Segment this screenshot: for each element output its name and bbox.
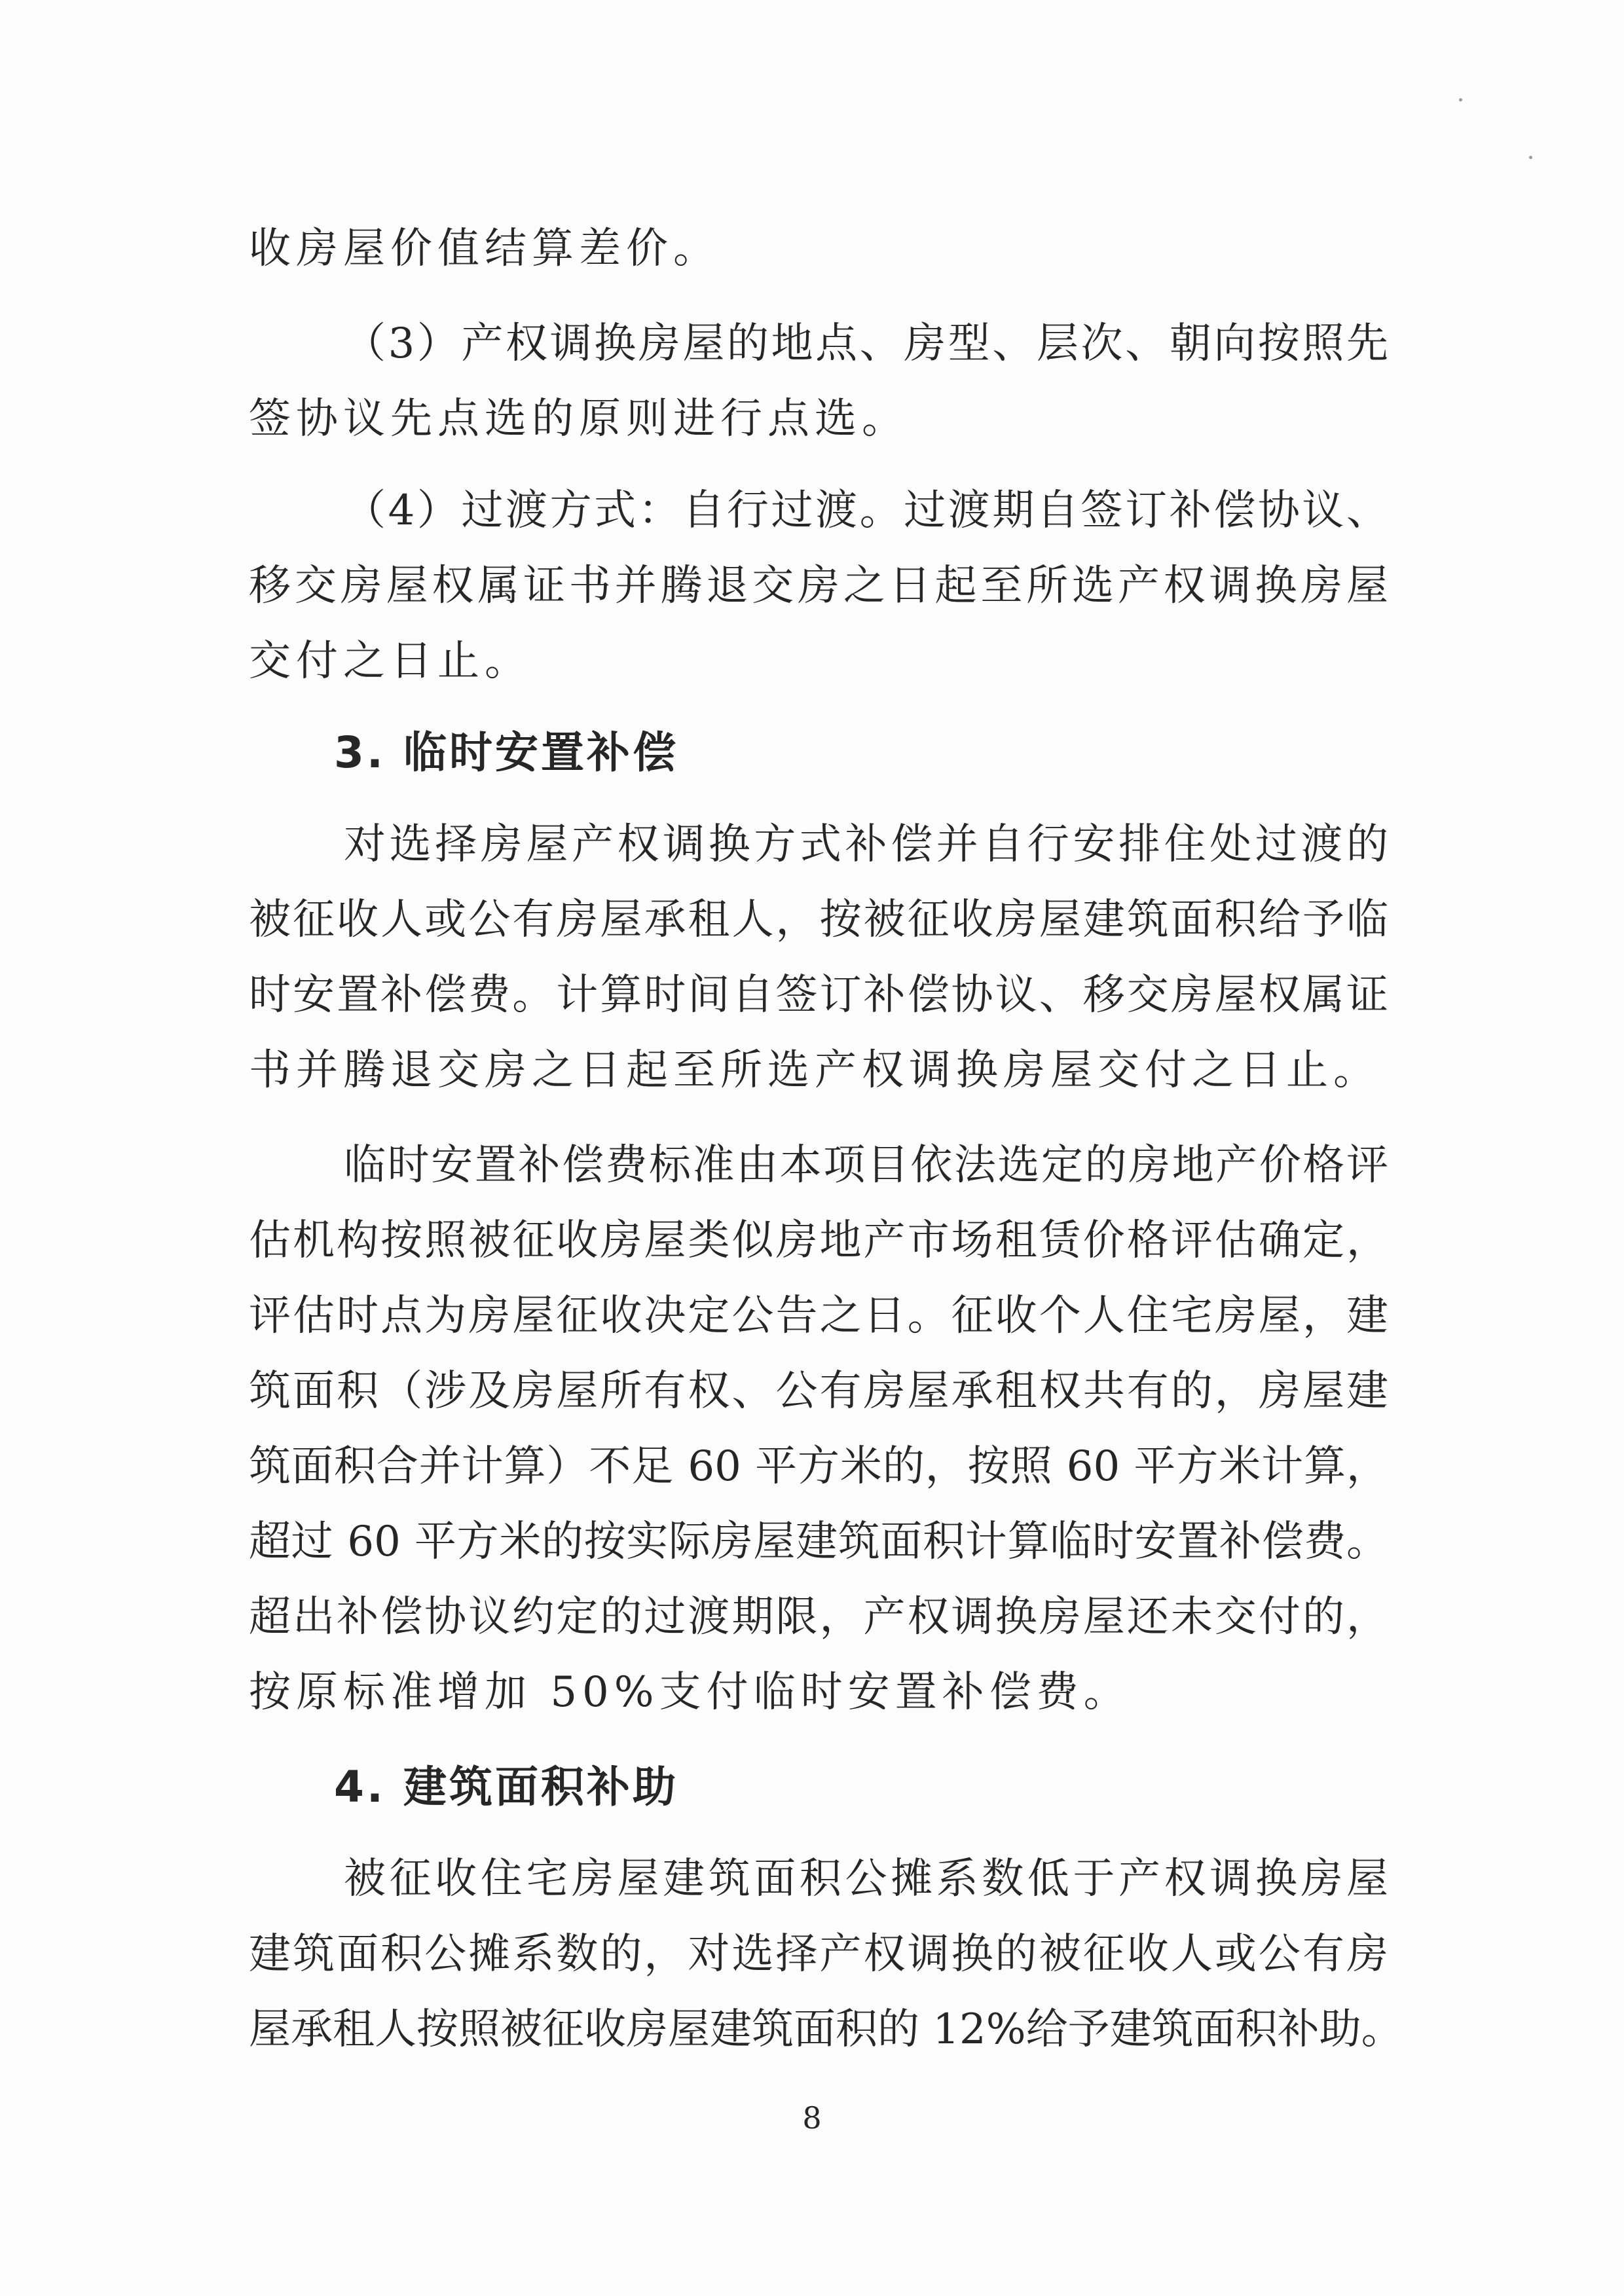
text-line: 筑面积合并计算）不足 60 平方米的，按照 60 平方米计算， bbox=[249, 1442, 1388, 1491]
text-line: 超过 60 平方米的按实际房屋建筑面积计算临时安置补偿费。 bbox=[249, 1518, 1388, 1566]
text-line: 对选择房屋产权调换方式补偿并自行安排住处过渡的 bbox=[344, 820, 1388, 869]
text-line: 临时安置补偿费标准由本项目依法选定的房地产价格评 bbox=[344, 1141, 1388, 1190]
page-number: 8 bbox=[802, 2100, 822, 2136]
text-line: 按原标准增加 50%支付临时安置补偿费。 bbox=[249, 1668, 1131, 1717]
text-line: 屋承租人按照被征收房屋建筑面积的 12%给予建筑面积补助。 bbox=[249, 2005, 1403, 2054]
section-heading: 3. 临时安置补偿 bbox=[334, 727, 678, 778]
text-line: 收房屋价值结算差价。 bbox=[249, 225, 720, 273]
text-line: 书并腾退交房之日起至所选产权调换房屋交付之日止。 bbox=[249, 1046, 1380, 1095]
text-line: 建筑面积公摊系数的，对选择产权调换的被征收人或公有房 bbox=[249, 1930, 1388, 1978]
text-line: 交付之日止。 bbox=[249, 637, 532, 685]
text-line: 超出补偿协议约定的过渡期限，产权调换房屋还未交付的， bbox=[249, 1593, 1388, 1641]
text-line: 被征收住宅房屋建筑面积公摊系数低于产权调换房屋 bbox=[344, 1855, 1388, 1903]
text-line: 筑面积（涉及房屋所有权、公有房屋承租权共有的，房屋建 bbox=[249, 1367, 1388, 1415]
text-line: 时安置补偿费。计算时间自签订补偿协议、移交房屋权属证 bbox=[249, 971, 1388, 1019]
text-line: （4）过渡方式：自行过渡。过渡期自签订补偿协议、 bbox=[344, 486, 1388, 535]
scan-speck bbox=[1529, 156, 1532, 159]
text-line: 移交房屋权属证书并腾退交房之日起至所选产权调换房屋 bbox=[249, 562, 1388, 610]
text-line: 估机构按照被征收房屋类似房地产市场租赁价格评估确定， bbox=[249, 1216, 1388, 1265]
text-line: 评估时点为房屋征收决定公告之日。征收个人住宅房屋，建 bbox=[249, 1292, 1388, 1340]
text-line: 被征收人或公有房屋承租人，按被征收房屋建筑面积给予临 bbox=[249, 896, 1388, 944]
text-line: 签协议先点选的原则进行点选。 bbox=[249, 395, 909, 443]
section-heading: 4. 建筑面积补助 bbox=[334, 1762, 678, 1812]
text-line: （3）产权调换房屋的地点、房型、层次、朝向按照先 bbox=[344, 319, 1388, 368]
scan-speck bbox=[1459, 98, 1462, 101]
